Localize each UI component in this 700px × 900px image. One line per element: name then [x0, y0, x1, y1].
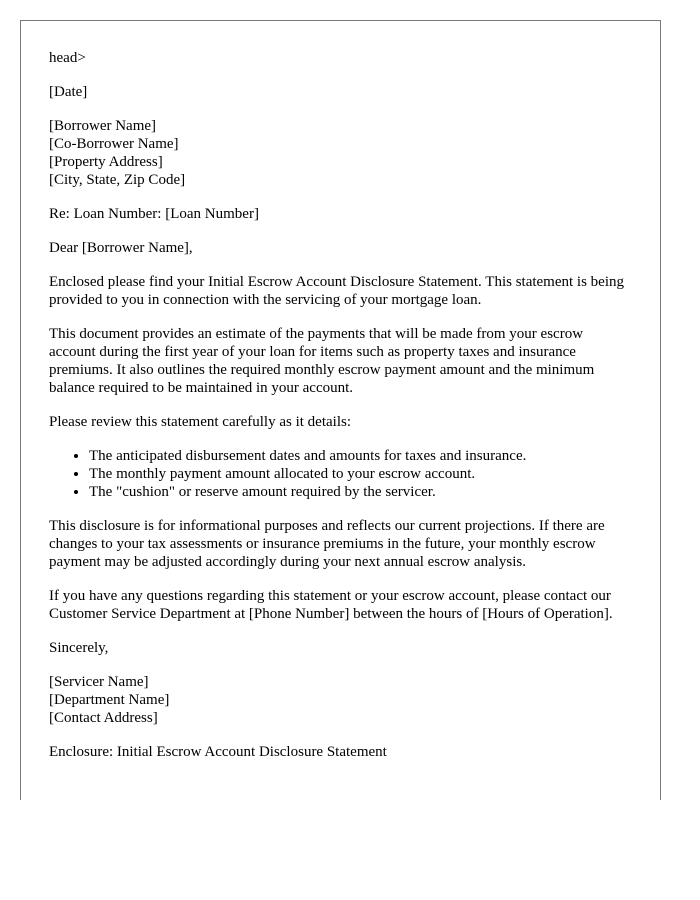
recipient-address-block [49, 117, 632, 189]
details-list [49, 447, 632, 501]
salutation: Dear [Borrower Name], [49, 240, 193, 256]
closing: Sincerely, [49, 640, 109, 656]
letter-date: [Date] [49, 84, 88, 100]
signature-line: [Department Name] [49, 692, 170, 708]
body-paragraph: Enclosed please find your Initial Escrow Account Disclosure Statement. This statement is being provided to you in connection with the servicing of your mortgage loan. [49, 274, 625, 308]
body-paragraph: This document provides an estimate of the payments that will be made from your escrow account during the first year of your loan for items such as property taxes and insurance premiums. It also outlines the required monthly escrow payment amount and the minimum balance required to be maintained in your account. [49, 326, 595, 396]
body-paragraph: Please review this statement carefully as it details: [49, 414, 351, 430]
stray-markup-text: head> [49, 50, 86, 66]
list-item: • The anticipated disbursement dates and amounts for taxes and insurance. [89, 447, 632, 465]
signature-line: [Contact Address] [49, 710, 158, 726]
body-paragraph: This disclosure is for informational purposes and reflects our current projections. If there are changes to your tax assessments or insurance premiums in the future, your monthly escrow payment may be adjusted accordingly during your next annual escrow analysis. [49, 518, 605, 570]
recipient-line: [Co-Borrower Name] [49, 136, 179, 152]
recipient-line: [City, State, Zip Code] [49, 172, 186, 188]
letter-page [20, 20, 661, 800]
body-paragraph: If you have any questions regarding this statement or your escrow account, please contact our Customer Service Department at [Phone Number] between the hours of [Hours of Operation]. [49, 588, 613, 622]
recipient-line: [Property Address] [49, 154, 163, 170]
enclosure-line: Enclosure: Initial Escrow Account Disclosure Statement [49, 744, 387, 760]
signature-line: [Servicer Name] [49, 674, 149, 690]
signature-block [49, 673, 632, 727]
list-item: • The monthly payment amount allocated to your escrow account. [89, 465, 632, 483]
list-item: • The "cushion" or reserve amount required by the servicer. [89, 483, 632, 501]
recipient-line: [Borrower Name] [49, 118, 157, 134]
reference-line: Re: Loan Number: [Loan Number] [49, 206, 259, 222]
